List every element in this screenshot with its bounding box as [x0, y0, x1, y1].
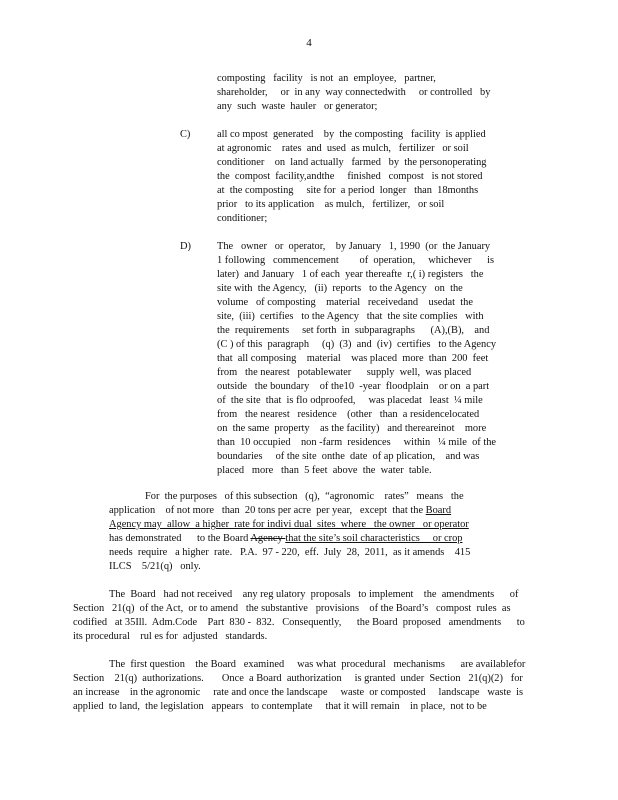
inserted-text: Board — [425, 505, 452, 516]
text-line: Section 21(q) of the Act, or to amend the substantive provisions of the Board’s compost rules as — [73, 603, 511, 614]
text-line: conditioner on land actually farmed by the personoperating — [217, 157, 487, 168]
text-line: outside the boundary of the10 -year floodplain or on a part — [217, 381, 490, 392]
text-line: (C ) of this paragraph (q) (3) and (iv) certifies to the Agency — [217, 339, 497, 350]
text-line: codified at 35Ill. Adm.Code Part 830 - 832. Consequently, the Board proposed amendments to — [73, 617, 525, 628]
text-line: applied to land, the legislation appears to contemplate that it will remain in place, not to be — [73, 701, 487, 712]
item-label: C) — [180, 129, 191, 140]
text-line: ILCS 5/21(q) only. — [109, 561, 201, 572]
item-label: D) — [180, 241, 191, 252]
text-line: volume of composting material receivedand usedat the — [217, 297, 473, 308]
text-line: at the composting site for a period longer than 18months — [217, 185, 479, 196]
text-line: its procedural rul es for adjusted standards. — [73, 631, 268, 642]
text-line: site with the Agency, (ii) reports to the Agency on the — [217, 283, 463, 294]
text-line: on the same property as the facility) and thereareinot more — [217, 423, 487, 434]
text-segment: has demonstrated to the Board — [109, 533, 251, 544]
text-line: composting facility is not an employee, partner, — [217, 73, 436, 84]
text-line — [109, 504, 451, 518]
text-line: The owner or operator, by January 1, 1990 (or the January — [217, 241, 491, 252]
text-line: The first question the Board examined was what procedural mechanisms are availablefor — [109, 659, 526, 670]
text-line: any such waste hauler or generator; — [217, 101, 378, 112]
text-line: shareholder, or in any way connectedwith or controlled by — [217, 87, 491, 98]
text-line: at agronomic rates and used as mulch, fertilizer or soil — [217, 143, 469, 154]
text-line: conditioner; — [217, 213, 268, 224]
text-line: of the site that is flo odproofed, was placedat least ¼ mile — [217, 395, 483, 406]
text-line: placed more than 5 feet above the water table. — [217, 465, 432, 476]
text-line: the compost facility,andthe finished compost is not stored — [217, 171, 483, 182]
text-line: For the purposes of this subsection (q), “agronomic rates” means the — [145, 491, 464, 502]
text-line: 1 following commencement of operation, whichever is — [217, 255, 495, 266]
text-line: The Board had not received any reg ulatory proposals to implement the amendments of — [109, 589, 519, 600]
text-line: than 10 occupied non -farm residences within ¼ mile of the — [217, 437, 497, 448]
text-line: prior to its application as mulch, fertilizer, or soil — [217, 199, 445, 210]
text-line: all co mpost generated by the composting facility is applied — [217, 129, 486, 140]
inserted-text-line: Agency may allow a higher rate for indivi dual sites where the owner or operator — [109, 519, 469, 530]
text-line: the requirements set forth in subparagraphs (A),(B), and — [217, 325, 490, 336]
text-line — [109, 532, 463, 546]
page-number: 4 — [306, 37, 312, 49]
text-line: boundaries of the site onthe date of ap plication, and was — [217, 451, 480, 462]
inserted-text: that the site’s soil characteristics or crop — [285, 533, 463, 544]
text-segment: application of not more than 20 tons per acre per year, except that the — [109, 505, 426, 516]
text-line: needs require a higher rate. P.A. 97 - 220, eff. July 28, 2011, as it amends 415 — [109, 547, 471, 558]
text-line: from the nearest residence (other than a residencelocated — [217, 409, 480, 420]
text-line: from the nearest potablewater supply well, was placed — [217, 367, 472, 378]
text-line: an increase in the agronomic rate and once the landscape waste or composted landscape waste is — [73, 687, 524, 698]
text-line: Section 21(q) authorizations. Once a Board authorization is granted under Section 21(q)(2) for — [73, 673, 523, 684]
struck-text: Agency — [250, 533, 286, 544]
text-line: site, (iii) certifies to the Agency that the site complies with — [217, 311, 484, 322]
text-line: later) and January 1 of each year thereafte r,( i) registers the — [217, 269, 484, 280]
text-line: that all composing material was placed more than 200 feet — [217, 353, 489, 364]
